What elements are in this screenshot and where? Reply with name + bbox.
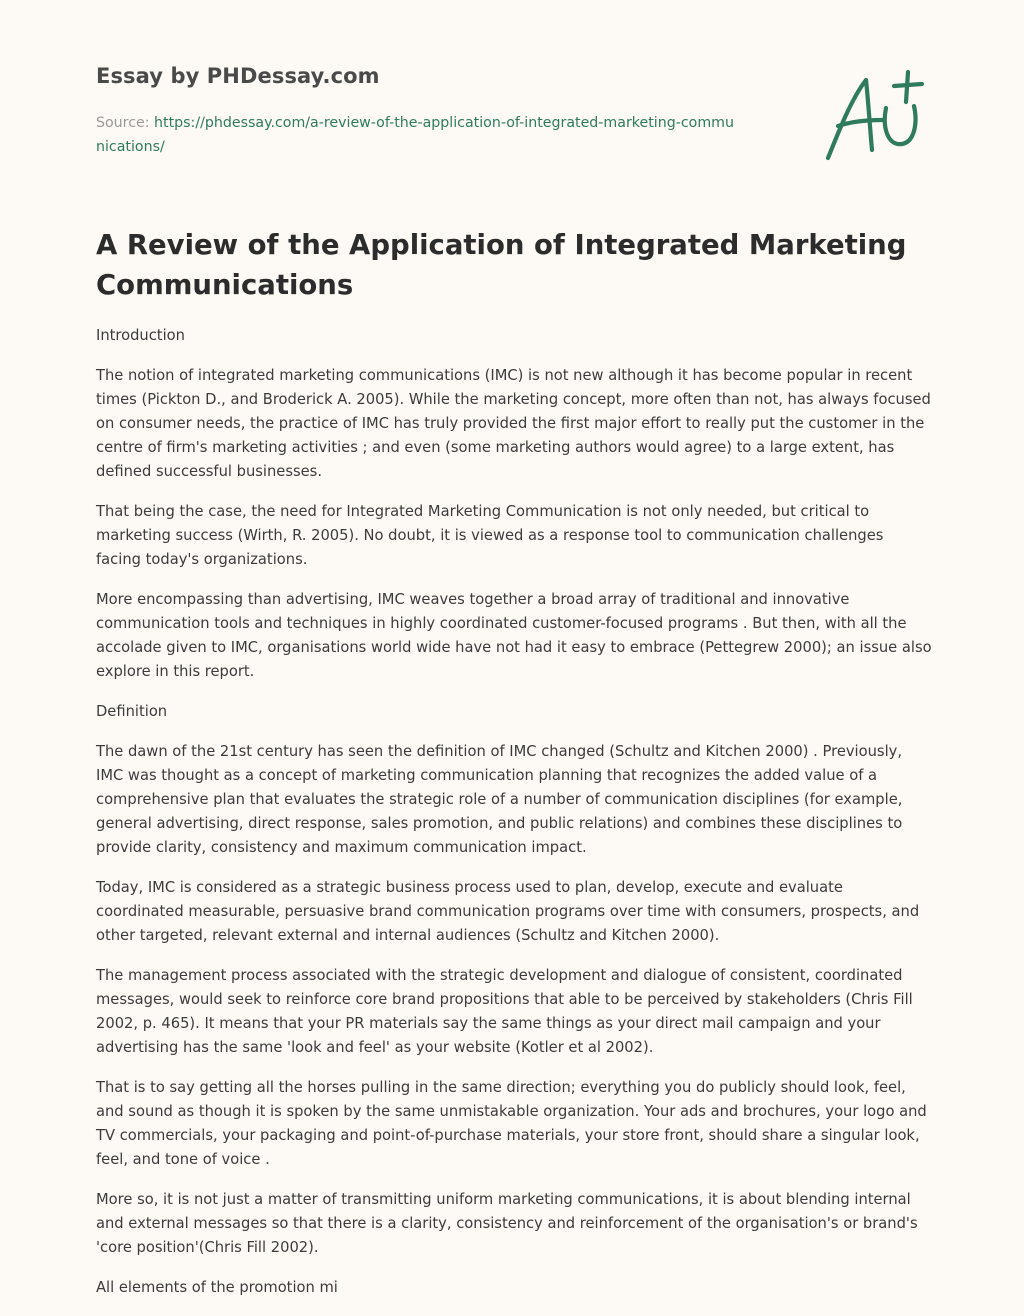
paragraph-truncated: All elements of the promotion mi [96, 1279, 338, 1296]
paragraph: The notion of integrated marketing communications (IMC) is not new although it has become popular in recent times (Pickton D., and Broderick A. 2005). While the marketing concept, more often than not, has always focused on consumer needs, the practice of IMC has truly provided the first major effort to really put the customer in the centre of firm's marketing activities ; and even (some marketing authors would agree) to a large extent, has defined successful businesses. [96, 367, 931, 480]
paragraph: More so, it is not just a matter of transmitting uniform marketing communications, it is about blending internal and external messages so that there is a clarity, consistency and reinforcement of the organisation's or brand's 'core position'(Chris Fill 2002). [96, 1191, 918, 1256]
essay-title: A Review of the Application of Integrated Marketing Communications [96, 229, 907, 301]
paragraph: That being the case, the need for Integrated Marketing Communication is not only needed, but critical to marketing success (Wirth, R. 2005). No doubt, it is viewed as a response tool to communication challenges facing today's organizations. [96, 503, 884, 568]
paragraph: The dawn of the 21st century has seen the definition of IMC changed (Schultz and Kitchen 2000) . Previously, IMC was thought as a concept of marketing communication planning that recognizes the added value of a comprehensive plan that evaluates the strategic role of a number of communication disciplines (for example, general advertising, direct response, sales promotion, and public relations) and combines these disciplines to provide clarity, consistency and maximum communication impact. [96, 743, 903, 856]
a-plus-logo-icon [822, 68, 926, 164]
source-label: Source: [96, 115, 155, 131]
section-heading-introduction: Introduction [96, 327, 185, 344]
source-link[interactable]: https://phdessay.com/a-review-of-the-application-of-integrated-marketing-communications/ [96, 115, 734, 155]
paragraph: The management process associated with the strategic development and dialogue of consistent, coordinated messages, would seek to reinforce core brand propositions that able to be perceived by stakeholders (Chris Fill 2002, p. 465). It means that your PR materials say the same things as your direct mail campaign and your advertising has the same 'look and feel' as your website (Kotler et al 2002). [96, 967, 913, 1056]
section-heading-definition: Definition [96, 703, 168, 720]
paragraph: Today, IMC is considered as a strategic business process used to plan, develop, execute and evaluate coordinated measurable, persuasive brand communication programs over time with consumers, prospects, and other targeted, relevant external and internal audiences (Schultz and Kitchen 2000). [96, 879, 920, 944]
source-line [96, 111, 736, 159]
paragraph: More encompassing than advertising, IMC weaves together a broad array of traditional and innovative communication tools and techniques in highly coordinated customer-focused programs . But then, with all the accolade given to IMC, organisations world wide have not had it easy to embrace (Pettegrew 2000); an issue also explore in this report. [96, 591, 932, 680]
paragraph: That is to say getting all the horses pulling in the same direction; everything you do publicly should look, feel, and sound as though it is spoken by the same unmistakable organization. Your ads and brochures, your logo and TV commercials, your packaging and point-of-purchase materials, your store front, should share a singular look, feel, and tone of voice . [96, 1079, 927, 1168]
essay-body [96, 324, 932, 1316]
site-brand: Essay by PHDessay.com [96, 64, 380, 88]
